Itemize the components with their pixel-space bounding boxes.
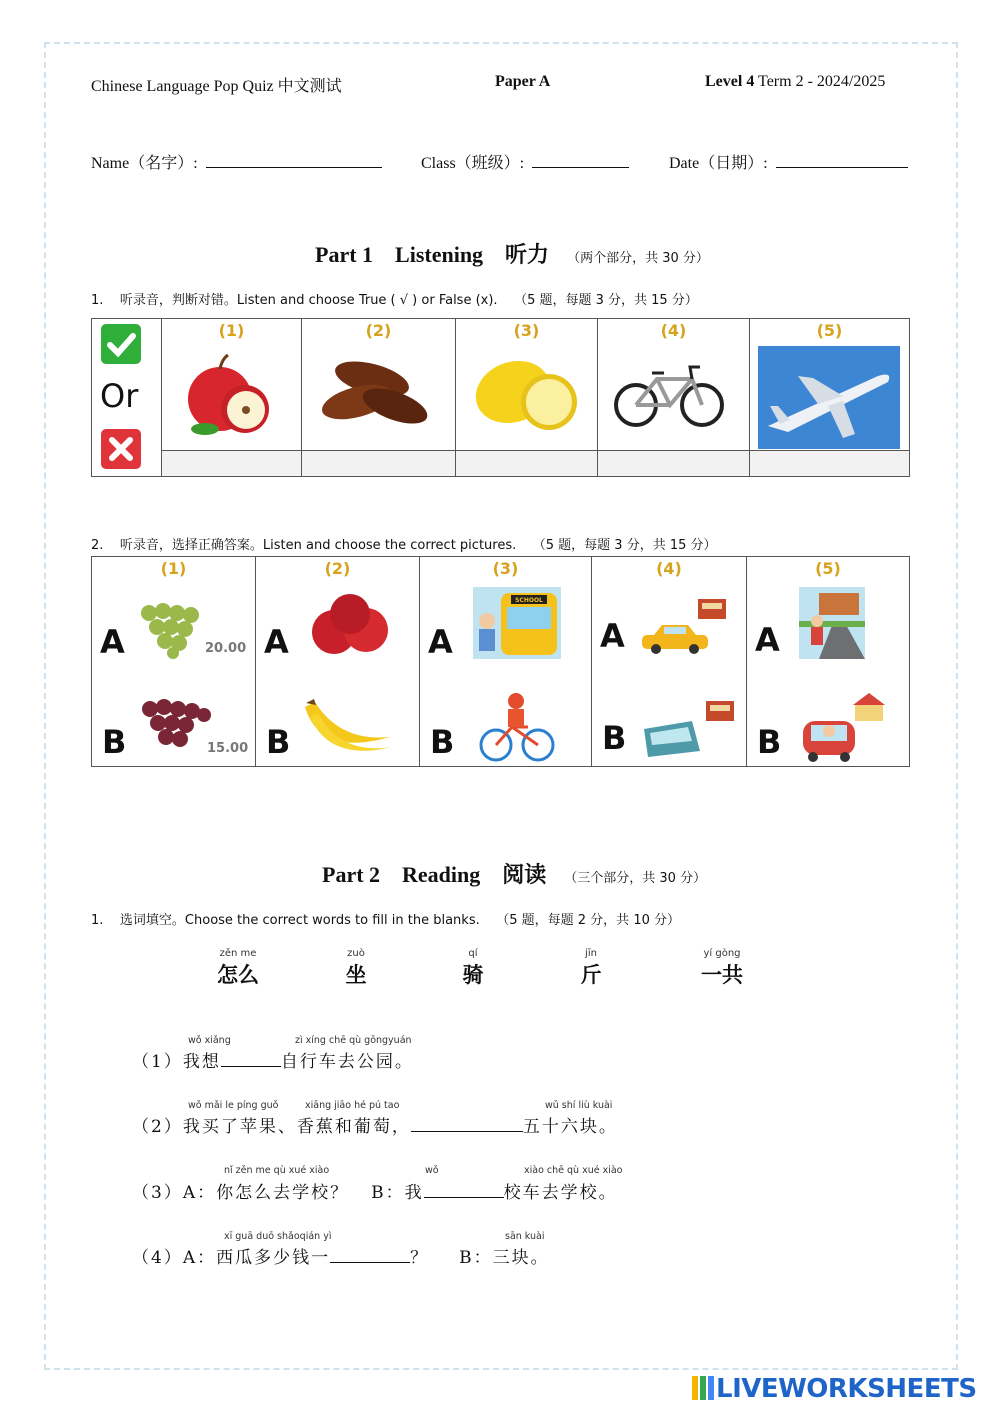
word-bank-item [316, 948, 396, 989]
class-label: Class（班级）: [421, 155, 525, 172]
apple-icon [180, 349, 280, 439]
part2-title [322, 858, 706, 889]
pinyin: xī guā duō shǎoqián yì [224, 1231, 332, 1242]
pinyin: wǒ xiǎng [188, 1035, 231, 1046]
level-term [705, 73, 885, 91]
q2-item-3 [420, 557, 592, 767]
price-a: 20.00 [205, 641, 247, 656]
blank-1[interactable] [221, 1051, 281, 1067]
red-grapes-icon [140, 697, 212, 752]
pinyin: sān kuài [505, 1231, 545, 1242]
answer-box-4[interactable] [598, 451, 750, 477]
option-a-label[interactable]: A [264, 623, 289, 661]
sentence-text: 校车去学校。 [503, 1183, 618, 1203]
q2-item-5 [747, 557, 910, 767]
word-hanzi: 一共 [701, 962, 743, 987]
pinyin: wǔ shí liù kuài [545, 1100, 613, 1111]
q2-item-2 [256, 557, 420, 767]
item-number: (3) [513, 321, 540, 340]
q1-item-2 [302, 319, 456, 451]
option-a-label[interactable]: A [100, 623, 125, 661]
option-a-label[interactable]: A [600, 617, 625, 655]
sentence-number: （3） [132, 1183, 183, 1203]
sentence-text: B：我 [371, 1183, 424, 1203]
word-hanzi: 斤 [580, 962, 602, 987]
part1-title [315, 238, 709, 269]
sentence-text: A：西瓜多少钱一 [182, 1248, 331, 1268]
word-pinyin: jīn [585, 948, 597, 959]
class-field [421, 150, 629, 173]
train-icon [640, 701, 740, 761]
liveworksheets-logo[interactable] [692, 1374, 977, 1404]
bus-sign-text: SCHOOL [515, 597, 543, 604]
banana-icon [300, 697, 395, 762]
answer-box-5[interactable] [750, 451, 910, 477]
sentence-text: 我买了苹果、香蕉和葡萄， [182, 1117, 411, 1137]
answer-box-3[interactable] [456, 451, 598, 477]
part2-heading: Part 2 Reading 阅读 [322, 862, 547, 887]
word-bank-item [198, 948, 278, 989]
option-a-label[interactable]: A [428, 623, 453, 661]
blank-3[interactable] [424, 1182, 504, 1198]
pinyin: wǒ mǎi le píng guǒ [188, 1100, 279, 1111]
item-number: (2) [365, 321, 392, 340]
word-pinyin: zěn me [219, 948, 257, 959]
part1-q2-instruction: 2. 听录音，选择正确答案。Listen and choose the correct pictures. （5 题，每题 3 分，共 15 分） [91, 538, 717, 553]
option-b-label[interactable]: B [602, 719, 627, 757]
part1-q1-instruction: 1. 听录音，判断对错。Listen and choose True ( √ ) or False (x). （5 题，每题 3 分，共 15 分） [91, 293, 698, 308]
airplane-icon [758, 346, 900, 449]
term-label: Term 2 - 2024/2025 [754, 73, 886, 90]
price-b: 15.00 [207, 741, 249, 756]
item-number: (2) [324, 559, 351, 578]
item-number: (1) [218, 321, 245, 340]
level-label: Level 4 [705, 73, 755, 90]
sentence-text: 自行车去公园。 [280, 1052, 414, 1072]
item-number: (1) [160, 559, 187, 578]
q1-item-4 [598, 319, 750, 451]
item-number: (4) [660, 321, 687, 340]
date-field [669, 150, 908, 173]
sentence-number: （4） [132, 1248, 183, 1268]
word-bank-item [433, 948, 513, 989]
option-b-label[interactable]: B [430, 723, 455, 761]
liveworksheets-icon [692, 1376, 714, 1400]
answer-box-1[interactable] [162, 451, 302, 477]
check-icon [101, 324, 141, 364]
sentence-2 [132, 1112, 618, 1137]
sentence-1 [132, 1047, 414, 1072]
class-input[interactable] [532, 154, 629, 168]
taxi-icon [640, 599, 735, 654]
bicycle-icon [612, 359, 727, 434]
name-input[interactable] [206, 154, 382, 168]
name-label: Name（名字）: [91, 155, 198, 172]
part1-points: （两个部分，共 30 分） [567, 251, 709, 266]
part2-points: （三个部分，共 30 分） [564, 871, 707, 886]
sentence-text: 我想 [182, 1052, 221, 1072]
sentence-number: （2） [132, 1117, 183, 1137]
green-grapes-icon [137, 599, 207, 659]
word-bank-item [551, 948, 631, 989]
option-a-label[interactable]: A [755, 621, 780, 659]
lemon-icon [471, 354, 581, 434]
date-input[interactable] [776, 154, 908, 168]
part1-heading: Part 1 Listening 听力 [315, 242, 550, 267]
blank-2[interactable] [411, 1116, 523, 1132]
choice-table [91, 556, 910, 767]
car-to-school-icon [801, 691, 893, 763]
word-pinyin: zuò [347, 948, 365, 959]
pinyin: wǒ [425, 1165, 439, 1176]
word-bank-item [682, 948, 762, 989]
word-hanzi: 骑 [462, 962, 484, 987]
item-number: (3) [492, 559, 519, 578]
sentence-4 [132, 1243, 550, 1268]
word-hanzi: 怎么 [217, 962, 259, 987]
school-bus-icon [473, 587, 561, 659]
item-number: (4) [656, 559, 682, 578]
word-hanzi: 坐 [345, 962, 367, 987]
option-b-label[interactable]: B [757, 723, 782, 761]
paper-label: Paper A [495, 73, 551, 90]
sentence-number: （1） [132, 1052, 183, 1072]
item-number: (5) [816, 321, 843, 340]
answer-box-2[interactable] [302, 451, 456, 477]
or-label: Or [100, 377, 139, 415]
word-pinyin: qí [468, 948, 478, 959]
sentence-text: ？ [410, 1248, 430, 1268]
sentence-text: B：三块。 [459, 1248, 550, 1268]
date-label: Date（日期）: [669, 155, 768, 172]
item-number: (5) [815, 559, 841, 578]
blank-4[interactable] [330, 1247, 410, 1263]
q2-item-1 [92, 557, 256, 767]
cross-icon [101, 429, 141, 469]
sentence-3 [132, 1178, 618, 1203]
dates-icon [317, 354, 437, 429]
part2-q1-instruction: 1. 选词填空。Choose the correct words to fill in the blanks. （5 题，每题 2 分，共 10 分） [91, 913, 680, 928]
pinyin: zì xíng chē qù gōngyuán [295, 1035, 412, 1046]
apples-icon [306, 592, 396, 662]
walk-to-school-icon [799, 587, 865, 659]
pinyin: nǐ zěn me qù xué xiào [224, 1165, 330, 1176]
true-false-legend [92, 319, 162, 477]
sentence-text: 五十六块。 [522, 1117, 618, 1137]
option-b-label[interactable]: B [266, 723, 291, 761]
true-false-table [91, 318, 910, 477]
q1-item-1 [162, 319, 302, 451]
sentence-text: A：你怎么去学校？ [182, 1183, 350, 1203]
pinyin: xiāng jiāo hé pú tao [305, 1100, 400, 1111]
quiz-title: Chinese Language Pop Quiz 中文测试 [91, 78, 342, 95]
option-b-label[interactable]: B [102, 723, 127, 761]
name-field [91, 150, 382, 173]
cyclist-icon [478, 689, 556, 765]
logo-text: LIVEWORKSHEETS [716, 1374, 977, 1404]
pinyin: xiào chē qù xué xiào [524, 1165, 623, 1176]
word-pinyin: yí gòng [703, 948, 741, 959]
q2-item-4 [592, 557, 747, 767]
q1-item-5 [750, 319, 910, 451]
q1-item-3 [456, 319, 598, 451]
